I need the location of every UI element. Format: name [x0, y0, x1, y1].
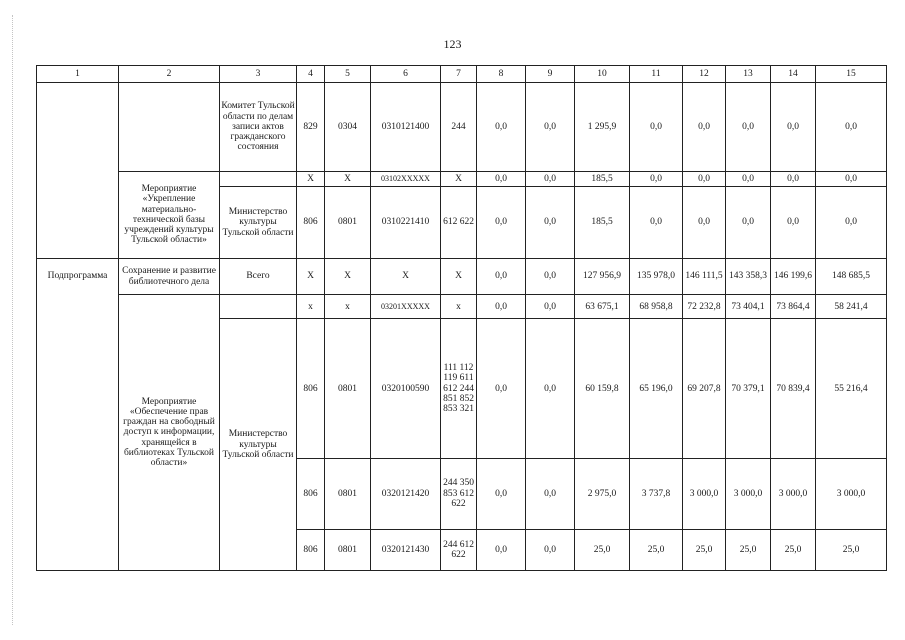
- value-cell: 0,0: [526, 83, 575, 172]
- header-row: [37, 66, 887, 83]
- value-cell: 0,0: [726, 83, 771, 172]
- value-cell: 146 199,6: [771, 258, 816, 294]
- value-cell: 3 000,0: [726, 458, 771, 529]
- value-cell: 135 978,0: [630, 258, 683, 294]
- value-cell: 0,0: [683, 172, 726, 187]
- gr-code-cell: 806: [297, 529, 325, 570]
- vr-cell: 612 622: [441, 187, 477, 259]
- vr-cell: Х: [441, 172, 477, 187]
- value-cell: 185,5: [575, 172, 630, 187]
- activity-name-cell: Мероприятие «Обеспечение прав граждан на свободный доступ к информации, хранящейся в библиотеках Тульской области»: [119, 295, 220, 571]
- value-cell: 0,0: [477, 172, 526, 187]
- vr-cell: х: [441, 295, 477, 319]
- vr-cell: 244: [441, 83, 477, 172]
- csr-cell: 03201ХХХХХ: [371, 295, 441, 319]
- value-cell: 63 675,1: [575, 295, 630, 319]
- value-cell: 0,0: [477, 295, 526, 319]
- value-cell: 0,0: [477, 319, 526, 458]
- value-cell: 0,0: [526, 172, 575, 187]
- header-cell: 3: [220, 66, 297, 83]
- value-cell: 3 737,8: [630, 458, 683, 529]
- table-row: [37, 295, 887, 319]
- scan-margin-line: [12, 15, 13, 625]
- subprogram-name-cell: Сохранение и развитие библиотечного дела: [119, 258, 220, 294]
- value-cell: 0,0: [726, 172, 771, 187]
- value-cell: 0,0: [477, 458, 526, 529]
- value-cell: 0,0: [771, 83, 816, 172]
- header-cell: 7: [441, 66, 477, 83]
- csr-cell: Х: [371, 258, 441, 294]
- empty-cell: [220, 172, 297, 187]
- gr-code-cell: Х: [297, 172, 325, 187]
- gr-code-cell: Х: [297, 258, 325, 294]
- header-cell: 2: [119, 66, 220, 83]
- value-cell: 0,0: [816, 172, 887, 187]
- header-cell: 8: [477, 66, 526, 83]
- value-cell: 0,0: [526, 295, 575, 319]
- value-cell: 0,0: [526, 529, 575, 570]
- csr-cell: 03102ХХХХХ: [371, 172, 441, 187]
- value-cell: 3 000,0: [683, 458, 726, 529]
- rz-pr-cell: 0801: [325, 187, 371, 259]
- value-cell: 0,0: [630, 83, 683, 172]
- rz-pr-cell: 0304: [325, 83, 371, 172]
- csr-cell: 0310221410: [371, 187, 441, 259]
- value-cell: 55 216,4: [816, 319, 887, 458]
- csr-cell: 0320100590: [371, 319, 441, 458]
- budget-table: [36, 65, 887, 571]
- rz-pr-cell: Х: [325, 258, 371, 294]
- value-cell: 25,0: [726, 529, 771, 570]
- csr-cell: 0310121400: [371, 83, 441, 172]
- value-cell: 143 358,3: [726, 258, 771, 294]
- value-cell: 127 956,9: [575, 258, 630, 294]
- gr-code-cell: 829: [297, 83, 325, 172]
- activity-name-cell: Мероприятие «Укрепление материально-технической базы учреждений культуры Тульской области»: [119, 172, 220, 259]
- value-cell: 25,0: [816, 529, 887, 570]
- value-cell: 185,5: [575, 187, 630, 259]
- page-number: 123: [443, 37, 462, 51]
- value-cell: 0,0: [526, 187, 575, 259]
- vr-cell: 111 112 119 611 612 244 851 852 853 321: [441, 319, 477, 458]
- rz-pr-cell: 0801: [325, 319, 371, 458]
- value-cell: 25,0: [683, 529, 726, 570]
- value-cell: 146 111,5: [683, 258, 726, 294]
- value-cell: 70 839,4: [771, 319, 816, 458]
- value-cell: 0,0: [726, 187, 771, 259]
- value-cell: 68 958,8: [630, 295, 683, 319]
- value-cell: 0,0: [630, 187, 683, 259]
- header-cell: 11: [630, 66, 683, 83]
- value-cell: 58 241,4: [816, 295, 887, 319]
- responsible-cell: Министерство культуры Тульской области: [220, 187, 297, 259]
- empty-cell: [119, 83, 220, 172]
- value-cell: 25,0: [771, 529, 816, 570]
- value-cell: 65 196,0: [630, 319, 683, 458]
- header-cell: 1: [37, 66, 119, 83]
- value-cell: 0,0: [816, 83, 887, 172]
- header-cell: 13: [726, 66, 771, 83]
- gr-code-cell: 806: [297, 319, 325, 458]
- value-cell: 25,0: [630, 529, 683, 570]
- value-cell: 0,0: [683, 187, 726, 259]
- value-cell: 0,0: [526, 458, 575, 529]
- subprogram-label-cell: Подпрограмма: [37, 258, 119, 570]
- header-cell: 10: [575, 66, 630, 83]
- header-cell: 15: [816, 66, 887, 83]
- value-cell: 72 232,8: [683, 295, 726, 319]
- value-cell: 0,0: [477, 187, 526, 259]
- value-cell: 25,0: [575, 529, 630, 570]
- value-cell: 0,0: [816, 187, 887, 259]
- csr-cell: 0320121420: [371, 458, 441, 529]
- rz-pr-cell: х: [325, 295, 371, 319]
- rz-pr-cell: Х: [325, 172, 371, 187]
- value-cell: 0,0: [477, 83, 526, 172]
- vr-cell: 244 612 622: [441, 529, 477, 570]
- vr-cell: 244 350 853 612 622: [441, 458, 477, 529]
- gr-code-cell: 806: [297, 458, 325, 529]
- header-cell: 14: [771, 66, 816, 83]
- header-cell: 12: [683, 66, 726, 83]
- csr-cell: 0320121430: [371, 529, 441, 570]
- header-cell: 5: [325, 66, 371, 83]
- value-cell: 0,0: [526, 258, 575, 294]
- responsible-cell: Комитет Тульской области по делам записи актов гражданского состояния: [220, 83, 297, 172]
- value-cell: 1 295,9: [575, 83, 630, 172]
- header-cell: 9: [526, 66, 575, 83]
- value-cell: 60 159,8: [575, 319, 630, 458]
- value-cell: 0,0: [683, 83, 726, 172]
- value-cell: 0,0: [526, 319, 575, 458]
- header-cell: 6: [371, 66, 441, 83]
- empty-cell: [220, 295, 297, 319]
- value-cell: 3 000,0: [816, 458, 887, 529]
- table-row: [37, 258, 887, 294]
- value-cell: 3 000,0: [771, 458, 816, 529]
- value-cell: 73 864,4: [771, 295, 816, 319]
- responsible-cell: Министерство культуры Тульской области: [220, 319, 297, 571]
- value-cell: 0,0: [630, 172, 683, 187]
- header-cell: 4: [297, 66, 325, 83]
- value-cell: 0,0: [477, 258, 526, 294]
- table-row: [37, 83, 887, 172]
- responsible-cell: Всего: [220, 258, 297, 294]
- vr-cell: Х: [441, 258, 477, 294]
- table-row: [37, 172, 887, 187]
- empty-cell: [37, 83, 119, 259]
- gr-code-cell: 806: [297, 187, 325, 259]
- value-cell: 0,0: [771, 172, 816, 187]
- value-cell: 0,0: [477, 529, 526, 570]
- rz-pr-cell: 0801: [325, 458, 371, 529]
- value-cell: 69 207,8: [683, 319, 726, 458]
- value-cell: 148 685,5: [816, 258, 887, 294]
- value-cell: 2 975,0: [575, 458, 630, 529]
- gr-code-cell: х: [297, 295, 325, 319]
- value-cell: 70 379,1: [726, 319, 771, 458]
- value-cell: 0,0: [771, 187, 816, 259]
- rz-pr-cell: 0801: [325, 529, 371, 570]
- value-cell: 73 404,1: [726, 295, 771, 319]
